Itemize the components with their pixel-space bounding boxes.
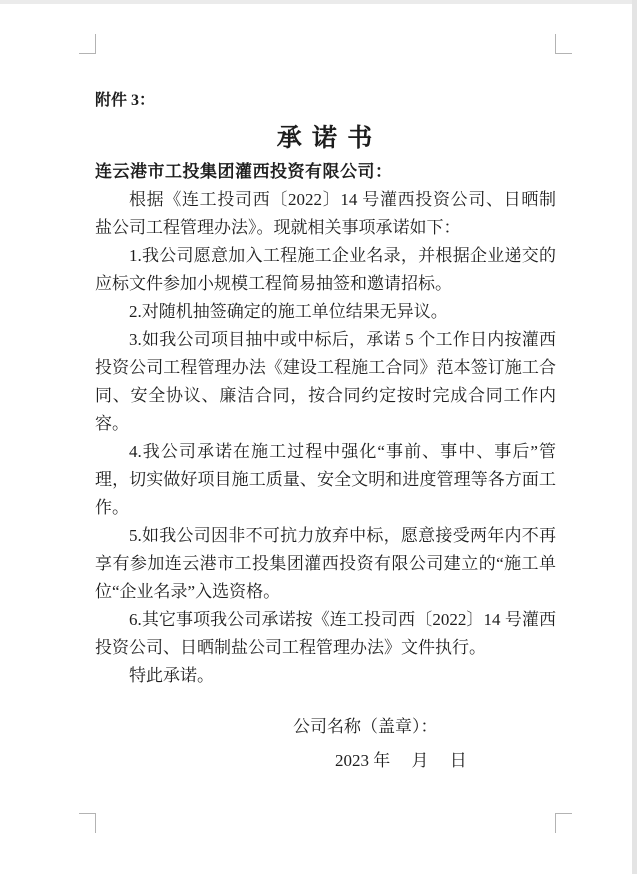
margin-crop-mark-top-left <box>79 34 96 54</box>
margin-crop-mark-bottom-left <box>79 813 96 833</box>
salutation-line: 连云港市工投集团灌西投资有限公司： <box>95 162 393 181</box>
document-content <box>95 90 556 776</box>
paragraph-item-6: 6.其它事项我公司承诺按《连工投司西〔2022〕14 号灌西投资公司、日晒制盐公司工程管理办法》文件执行。 <box>95 610 556 657</box>
signature-block <box>95 712 556 776</box>
margin-crop-mark-top-right <box>555 34 572 54</box>
document-title: 承 诺 书 <box>276 125 375 152</box>
paragraph-closing: 特此承诺。 <box>129 666 214 685</box>
signature-date-line: 2023 年 月 日 <box>335 751 467 770</box>
paragraph-item-4: 4.我公司承诺在施工过程中强化“事前、事中、事后”管理，切实做好项目施工质量、安全文明和进度管理等各方面工作。 <box>95 442 556 517</box>
paragraph-intro: 根据《连工投司西〔2022〕14 号灌西投资公司、日晒制盐公司工程管理办法》。现就相关事项承诺如下： <box>95 190 556 237</box>
signature-company-line: 公司名称（盖章）： <box>293 717 438 736</box>
page-edge-right-strip <box>632 0 637 874</box>
paragraph-item-2: 2.对随机抽签确定的施工单位结果无异议。 <box>129 302 448 321</box>
paragraph-item-3: 3.如我公司项目抽中或中标后，承诺 5 个工作日内按灌西投资公司工程管理办法《建设工程施工合同》范本签订施工合同、安全协议、廉洁合同，按合同约定按时完成合同工作内容。 <box>95 330 556 433</box>
page-edge-top-strip <box>0 0 637 4</box>
document-body <box>95 186 556 690</box>
margin-crop-mark-bottom-right <box>555 813 572 833</box>
attachment-label: 附件 3： <box>95 92 156 109</box>
paragraph-item-1: 1.我公司愿意加入工程施工企业名录，并根据企业递交的应标文件参加小规模工程简易抽签和邀请招标。 <box>95 246 556 293</box>
paragraph-item-5: 5.如我公司因非不可抗力放弃中标，愿意接受两年内不再享有参加连云港市工投集团灌西投资有限公司建立的“施工单位“企业名录”入选资格。 <box>95 526 556 601</box>
